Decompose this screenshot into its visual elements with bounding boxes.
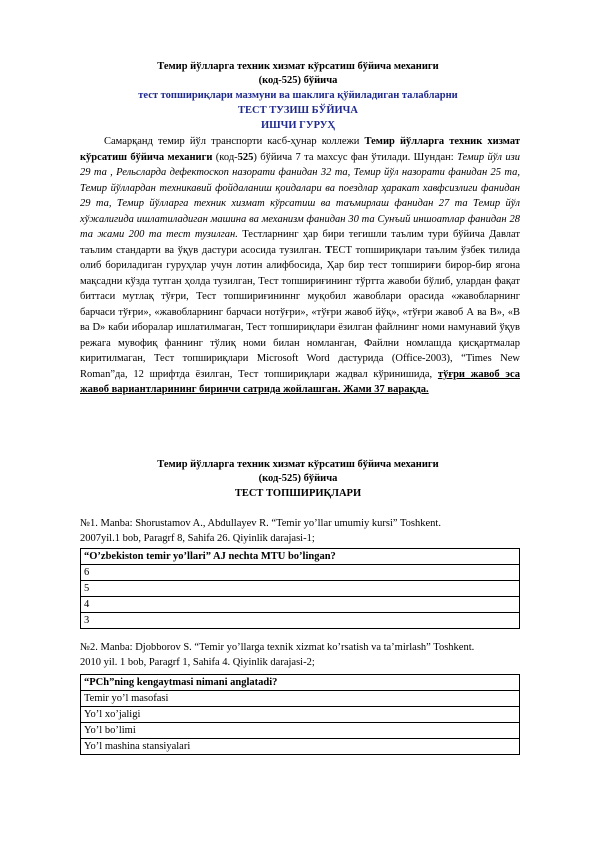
intro-text-2: (код- [212, 151, 238, 163]
header-line-4: ТЕСТ ТУЗИШ БЎЙИЧА [238, 105, 358, 116]
question-1-meta [80, 516, 520, 546]
answer-cell: Temir yo’l masofasi [81, 691, 520, 707]
intro-text-4: Тестларнинг ҳар бири тегишли таълим тури бўйича Давлат таълим стандарти ва ўқув дастури асосида тузилган. [80, 229, 520, 256]
answer-cell: 5 [81, 581, 520, 597]
answer-cell: Yo’l mashina stansiyalari [81, 739, 520, 755]
header-line-3: тест топшириқлари мазмуни ва шаклига қўйиладиган талабларни [138, 90, 458, 101]
answer-cell: 3 [81, 613, 520, 629]
intro-subjects: Темир йўл изи 29 та , Рельсларда дефектоскоп назорати фанидан 32 та, Темир йўл назорати фанидан 25 та, Темир йўллардан техникавий фойдаланиш қоидалари ва поездлар ҳаракат хавфсизлиги фанидан 29 та, Темир йўлларга техник хизмат кўрсатиш ва таъмирлаш фанидан 27 та Темир йўл хўжалигида ишлатиладиган машина ва механизм фанидан 30 та Сунъий иншоатлар фанидан 28 та жами 200 та тест тузилган. [80, 151, 520, 240]
answer-cell: Yo’l bo’limi [81, 723, 520, 739]
question-1-text: “O’zbekiston temir yo’llari” AJ nechta MTU bo’lingan? [81, 549, 520, 565]
section-line-1: Темир йўлларга техник хизмат кўрсатиш бўйича механиги [157, 459, 439, 470]
question-2-level: 2010 yil. 1 bob, Paragrf 1, Sahifa 4. Qiyinlik darajasi-2; [80, 657, 315, 668]
question-2-source: №2. Manba: Djobborov S. “Temir yo’llarga texnik xizmat ko’rsatish va ta’mirlash” Toshkent. [80, 642, 475, 653]
question-2-table [80, 674, 520, 755]
header-line-2: (код-525) бўйича [258, 75, 338, 86]
intro-paragraph [80, 134, 520, 398]
answer-cell: 4 [81, 597, 520, 613]
intro-text-3: ) бўйича 7 та махсус фан ўтилади. Шундан: [253, 151, 458, 163]
question-1-level: 2007yil.1 bob, Paragrf 8, Sahifa 26. Qiyinlik darajasi-1; [80, 533, 315, 544]
intro-specialty: Темир йўлларга техник хизмат кўрсатиш бўйича механиги [80, 136, 520, 163]
section-line-2: (код-525) бўйича [258, 473, 338, 484]
intro-test-letter: Т [325, 244, 333, 256]
intro-underlined: тўғри жавоб эса жавоб вариантларининг биринчи сатрида жойлашган. Жами 37 варақда. [80, 368, 520, 395]
answer-cell: 6 [81, 565, 520, 581]
answer-cell: Yo’l xo’jaligi [81, 707, 520, 723]
intro-text-1: Самарқанд темир йўл транспорти касб-ҳунар коллежи [104, 136, 365, 147]
question-2-text: “PCh”ning kengaytmasi nimani anglatadi? [81, 675, 520, 691]
question-1-source: №1. Manba: Shorustamov A., Abdullayev R. “Temir yo’llar umumiy kursi” Toshkent. [80, 518, 441, 529]
intro-text-5: ЕСТ топшириқлари таълим ўзбек тилида олиб бориладиган гуруҳлар учун лотин алифбосида, Ҳар бир тест топшириғи бирор-бир ягона мақсадни кўзда тутган ҳолда тузилган, Тест топшириғининг тўртта жавоби бўлиб, улардан фақат биттаси мутлақ тўғри, Тест топшириғининнг муқобил жавоблари орасида «жавобларнинг барчаси тўғри», «жавобларнинг барчаси нотўғри», «тўғри жавоб йўқ», «тўғри жавоб А ва В», «В ва D» каби иборалар ишлатилмаган, Тест топшириқлари ёзилган файлнинг номи намунавий ўқув режага мувофиқ фаннинг тўлиқ номи билан номланган, Файлни номлашда қисқартмалар киритилмаган, Тест топшириқлари Microsoft Word дастурида (Office-2003), “Times New Roman”да, 12 шрифтда ёзилган, Тест топшириқлари жадвал кўринишида, [80, 244, 520, 380]
question-2-meta [80, 640, 520, 670]
header-line-5: ИШЧИ ГУРУҲ [260, 120, 336, 131]
question-1-table [80, 548, 520, 629]
header-line-1: Темир йўлларга техник хизмат кўрсатиш бўйича механиги [157, 61, 439, 72]
intro-code: 525 [237, 151, 254, 163]
section-line-3: ТЕСТ ТОПШИРИҚЛАРИ [234, 488, 362, 499]
